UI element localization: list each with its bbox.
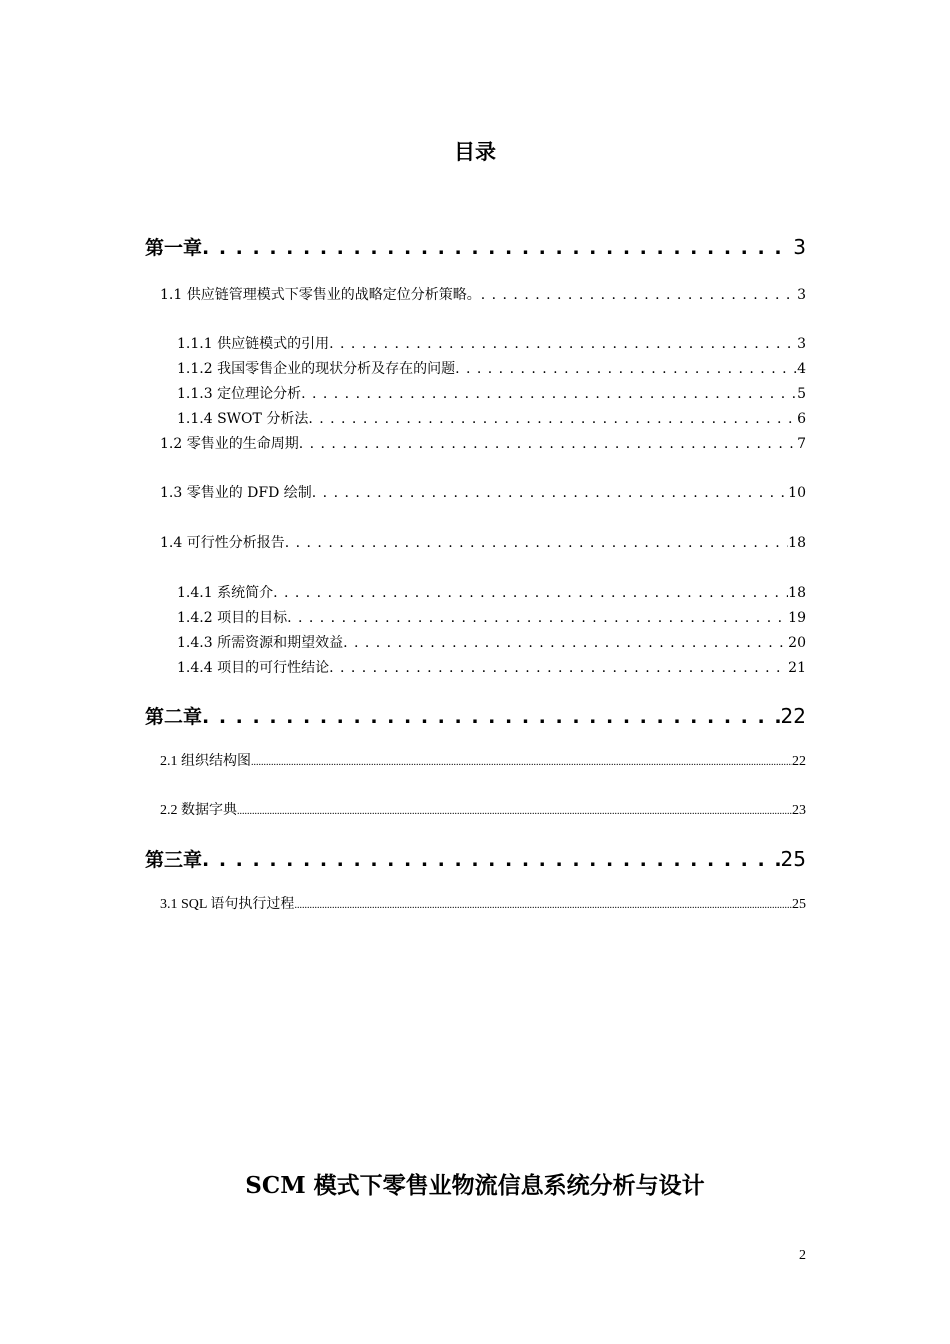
leader-dots — [481, 287, 797, 303]
toc-entry-label: 1.4.3 所需资源和期望效益 — [177, 635, 344, 651]
page-number: 2 — [799, 1248, 806, 1263]
toc-entry-1-1-2[interactable] — [177, 358, 806, 378]
toc-entry-label: 第三章 — [145, 849, 203, 871]
toc-entry-page: 19 — [788, 610, 806, 626]
toc-entry-page: 4 — [797, 361, 806, 377]
toc-entry-2-2[interactable] — [160, 799, 806, 819]
toc-entry-1-4-4[interactable] — [177, 657, 806, 677]
toc-title: 目录 — [454, 140, 496, 164]
leader-dots — [251, 754, 792, 770]
toc-entry-page: 20 — [788, 635, 806, 651]
toc-entry-label: 1.1.2 我国零售企业的现状分析及存在的问题 — [177, 361, 456, 377]
leader-dots — [273, 585, 788, 601]
toc-entry-page: 6 — [797, 411, 806, 427]
toc-entry-page: 3 — [797, 287, 806, 303]
toc-entry-page: 5 — [797, 386, 806, 402]
leader-dots — [308, 411, 797, 427]
document-title: SCM 模式下零售业物流信息系统分析与设计 — [245, 1172, 705, 1199]
leader-dots — [299, 436, 797, 452]
toc-entry-label: 1.4.1 系统简介 — [177, 585, 274, 601]
toc-entry-label: 2.1 组织结构图 — [160, 754, 251, 769]
leader-dots — [285, 535, 788, 551]
toc-entry-label: 1.1.1 供应链模式的引用 — [177, 336, 330, 352]
toc-entry-1-1-1[interactable] — [177, 333, 806, 353]
toc-entry-label: 3.1 SQL 语句执行过程 — [160, 897, 295, 912]
toc-entry-1-4-3[interactable] — [177, 632, 806, 652]
toc-entry-1-3[interactable] — [160, 482, 806, 502]
toc-entry-chapter-1[interactable] — [145, 233, 806, 260]
toc-entry-label: 1.1.4 SWOT 分析法 — [177, 411, 309, 427]
leader-dots — [237, 803, 792, 819]
toc-entry-page: 3 — [797, 336, 806, 352]
toc-entry-page: 21 — [788, 660, 806, 676]
toc-entry-page: 22 — [780, 704, 806, 728]
toc-entry-label: 1.4.4 项目的可行性结论 — [177, 660, 330, 676]
toc-entry-page: 23 — [792, 803, 806, 818]
leader-dots — [294, 897, 792, 913]
toc-entry-label: 1.1.3 定位理论分析 — [177, 386, 302, 402]
leader-dots — [287, 610, 788, 626]
leader-dots — [329, 336, 797, 352]
toc-entry-label: 1.3 零售业的 DFD 绘制 — [160, 485, 312, 501]
leader-dots — [202, 849, 781, 871]
toc-entry-label: 1.4 可行性分析报告 — [160, 535, 285, 551]
toc-entry-page: 18 — [788, 585, 806, 601]
toc-entry-chapter-2[interactable] — [145, 702, 806, 729]
toc-entry-1-4-1[interactable] — [177, 582, 806, 602]
toc-entry-page: 25 — [792, 897, 806, 912]
leader-dots — [329, 660, 788, 676]
leader-dots — [202, 237, 793, 259]
toc-entry-page: 3 — [793, 235, 806, 259]
toc-entry-page: 10 — [788, 485, 806, 501]
leader-dots — [301, 386, 797, 402]
toc-entry-1-4[interactable] — [160, 532, 806, 552]
toc-entry-1-1[interactable] — [160, 284, 806, 304]
toc-entry-label: 2.2 数据字典 — [160, 803, 237, 818]
toc-entry-page: 22 — [792, 754, 806, 769]
toc-entry-page: 18 — [788, 535, 806, 551]
toc-entry-1-4-2[interactable] — [177, 607, 806, 627]
toc-entry-label: 第一章 — [145, 237, 203, 259]
leader-dots — [343, 635, 788, 651]
toc-entry-2-1[interactable] — [160, 750, 806, 770]
toc-entry-3-1[interactable] — [160, 893, 806, 913]
toc-entry-label: 1.1 供应链管理模式下零售业的战略定位分析策略。 — [160, 287, 481, 303]
toc-entry-page: 7 — [797, 436, 806, 452]
leader-dots — [455, 361, 797, 377]
leader-dots — [202, 706, 781, 728]
toc-entry-1-2[interactable] — [160, 433, 806, 453]
toc-entry-label: 第二章 — [145, 706, 203, 728]
leader-dots — [312, 485, 788, 501]
toc-entry-page: 25 — [780, 847, 806, 871]
toc-entry-label: 1.2 零售业的生命周期 — [160, 436, 299, 452]
toc-entry-1-1-3[interactable] — [177, 383, 806, 403]
toc-entry-label: 1.4.2 项目的目标 — [177, 610, 288, 626]
toc-entry-1-1-4[interactable] — [177, 408, 806, 428]
toc-entry-chapter-3[interactable] — [145, 845, 806, 872]
